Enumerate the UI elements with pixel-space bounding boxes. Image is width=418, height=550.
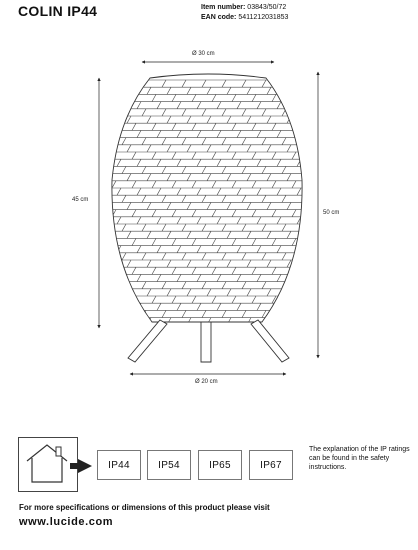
ip67-box: IP67 xyxy=(249,450,293,480)
ip-explanation-note: The explanation of the IP ratings can be found in the safety instructions. xyxy=(309,446,410,471)
ip44-box: IP44 xyxy=(97,450,141,480)
ip65-box: IP65 xyxy=(198,450,242,480)
house-icon xyxy=(18,437,102,493)
item-number-label: Item number: xyxy=(201,4,246,11)
website-link[interactable]: www.lucide.com xyxy=(19,516,114,528)
lamp-shade-outline xyxy=(112,74,302,322)
footer-info-text: For more specifications or dimensions of this product please visit xyxy=(19,503,270,512)
top-width-label: Ø 30 cm xyxy=(192,51,215,57)
ean-label: EAN code: xyxy=(201,14,237,21)
right-leg xyxy=(251,320,289,362)
ean-value: 5411212031853 xyxy=(238,14,289,21)
lamp-legs xyxy=(128,320,289,362)
total-height-label: 50 cm xyxy=(323,210,340,216)
ip54-box: IP54 xyxy=(147,450,191,480)
center-leg xyxy=(201,322,211,362)
body-height-label: 45 cm xyxy=(72,197,89,203)
base-width-label: Ø 20 cm xyxy=(195,379,218,385)
item-number-value: 03843/50/72 xyxy=(247,4,287,11)
left-leg xyxy=(128,320,167,362)
product-title: COLIN IP44 xyxy=(18,3,98,19)
